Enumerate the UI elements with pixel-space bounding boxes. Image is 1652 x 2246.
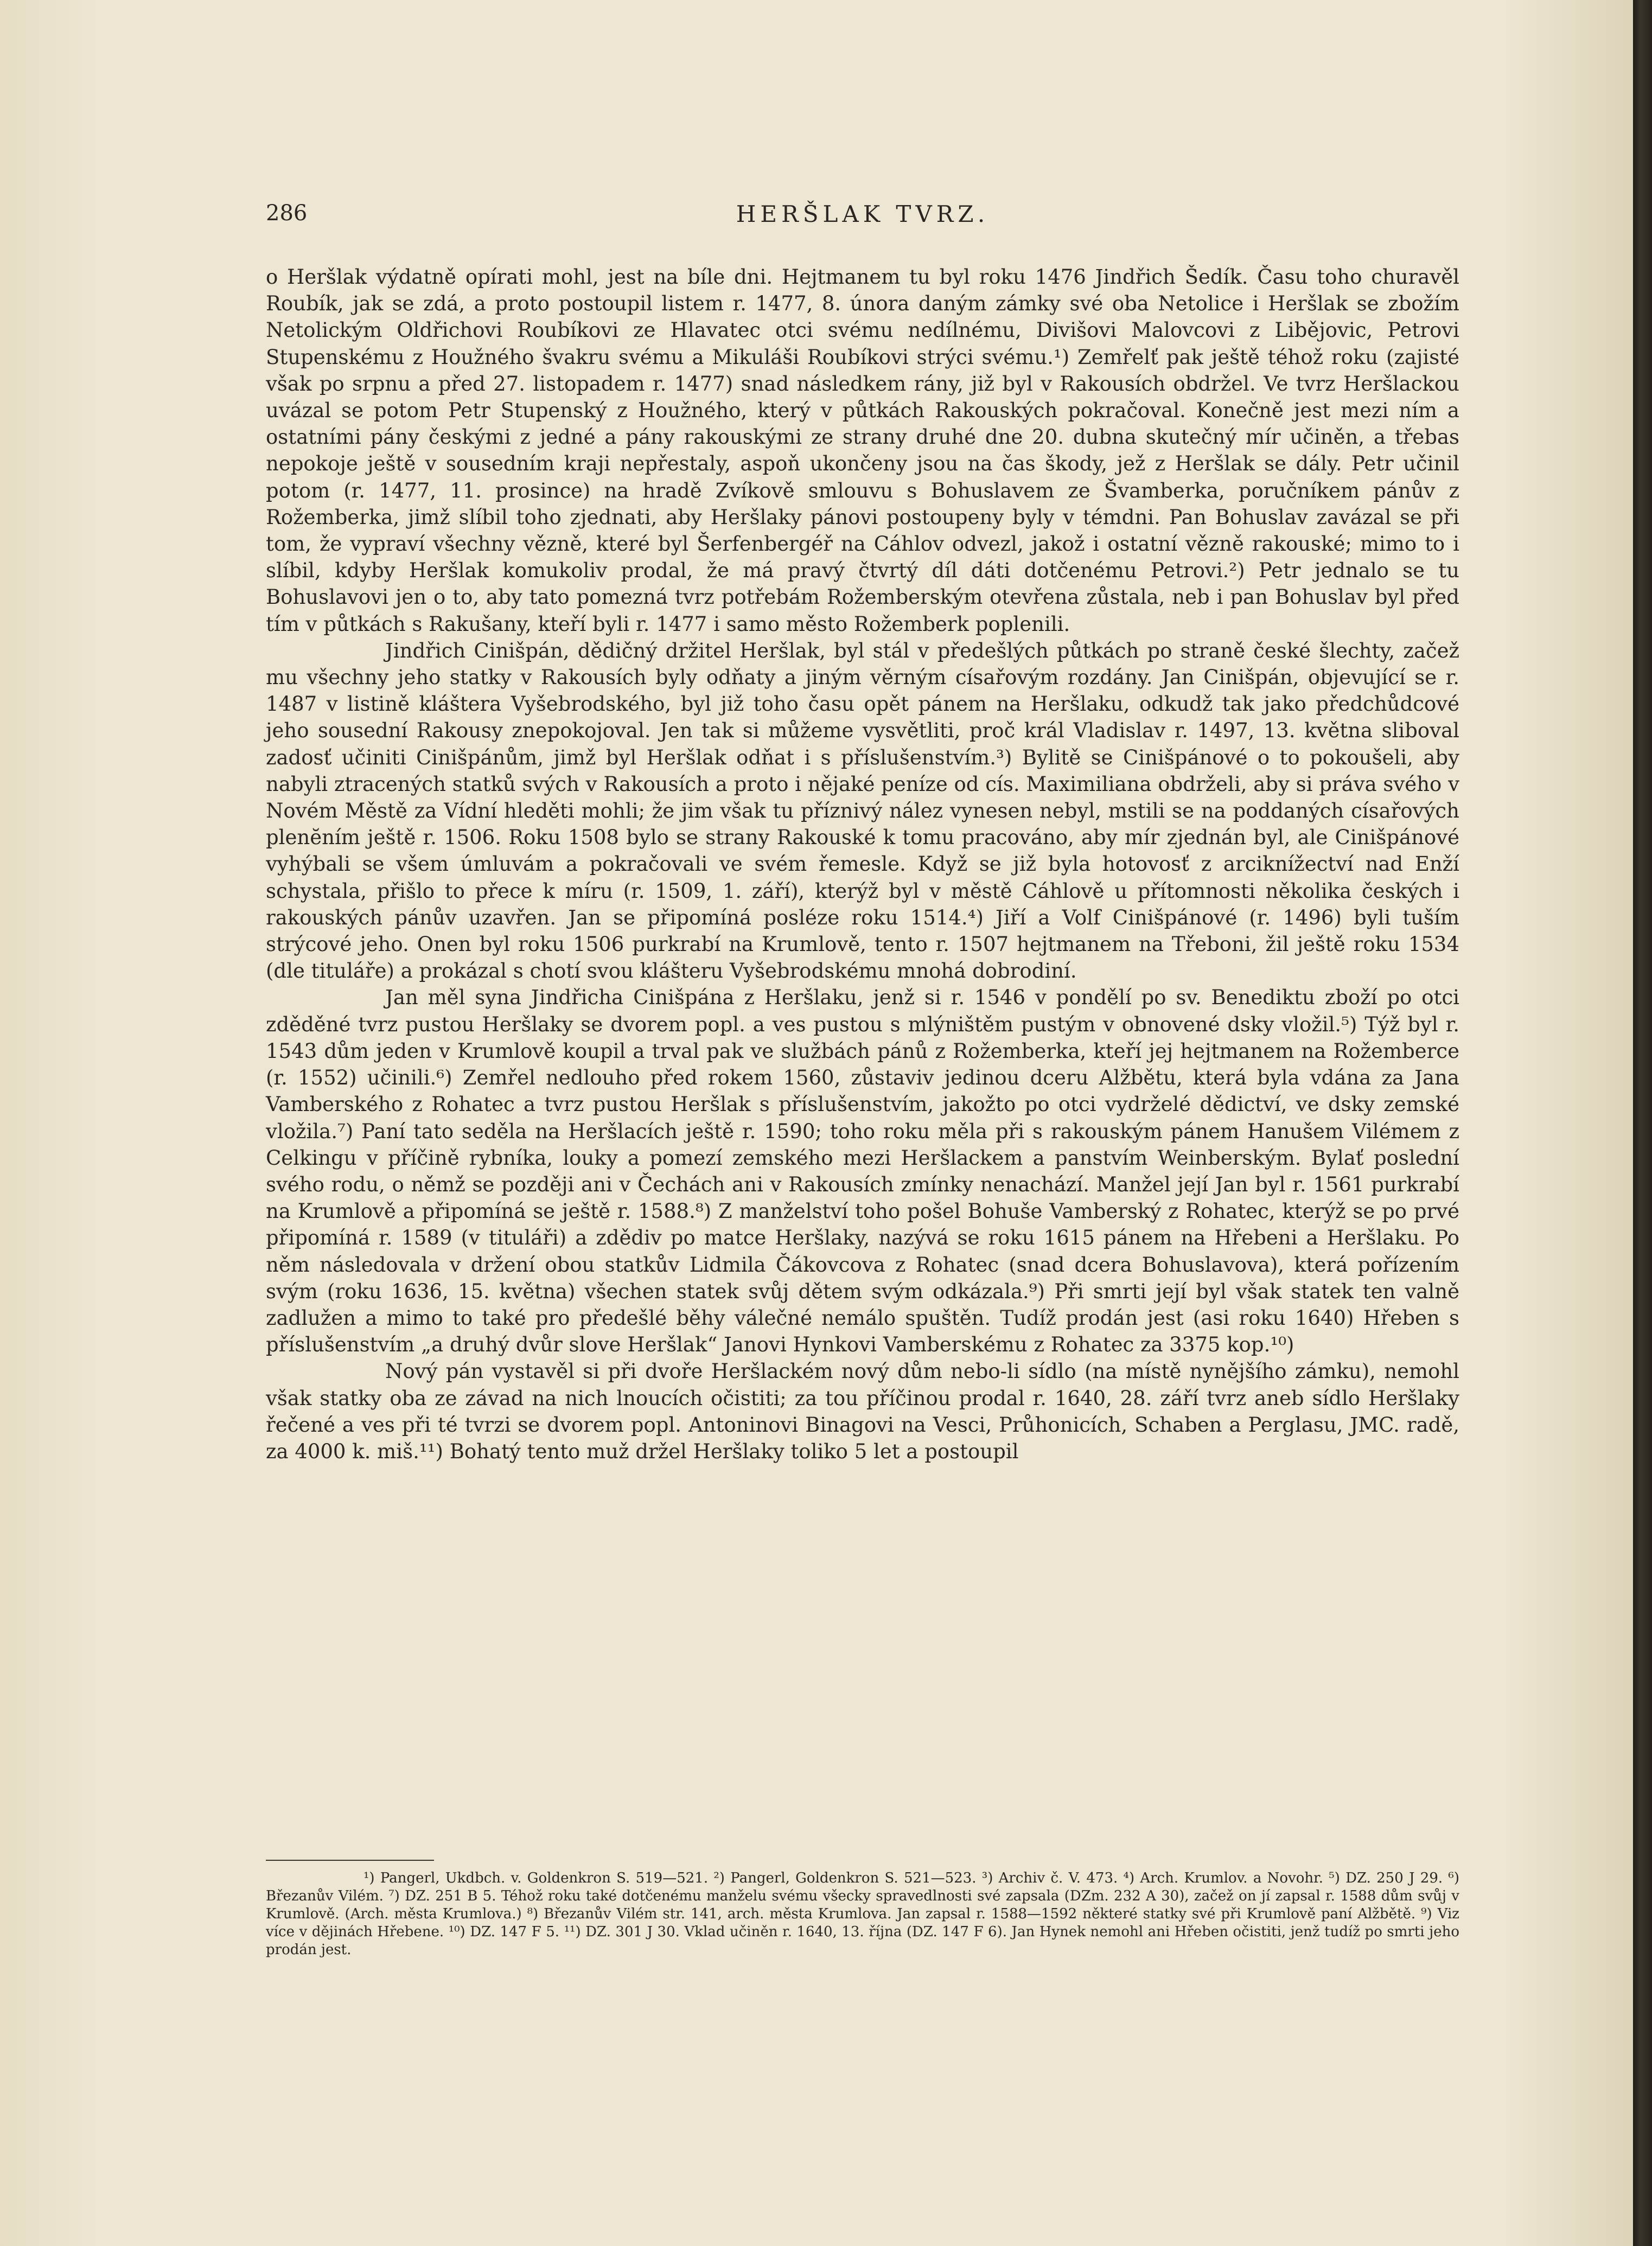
book-spine-edge: [1633, 0, 1652, 2246]
footnote-text: ¹) Pangerl, Ukdbch. v. Goldenkron S. 519—521. ²) Pangerl, Goldenkron S. 521—523. ³) Archiv č. V. 473. ⁴) Arch. Krumlov. a Novohr. ⁵) DZ. 250 J 29. ⁶) Březanův Vilém. ⁷) DZ. 251 B 5. Téhož roku také dotčenému manželu svému všecky spravedlnosti své zapsala (DZm. 232 A 30), začež on jí zapsal r. 1588 dům svůj v Krumlově. (Arch. města Krumlova.) ⁸) Březanův Vilém str. 141, arch. města Krumlova. Jan zapsal r. 1588—1592 některé statky své při Krumlově paní Alžbětě. ⁹) Viz více v dějinách Hřebene. ¹⁰) DZ. 147 F 5. ¹¹) DZ. 301 J 30. Vklad učiněn r. 1640, 13. října (DZ. 147 F 6). Jan Hynek nemohl ani Hřeben očistiti, jenž tudíž po smrti jeho prodán jest.: [266, 1870, 1459, 1958]
page-header: [266, 201, 1459, 239]
footnote-divider: [266, 1860, 434, 1861]
paragraph: o Heršlak výdatně opírati mohl, jest na bíle dni. Hejtmanem tu byl roku 1476 Jindřich Šedík. Času toho churavěl Roubík, jak se zdá, a proto postoupil listem r. 1477, 8. února daným zámky své oba Netolice i Heršlak se zbožím Netolickým Oldřichovi Roubíkovi ze Hlavatec otci svému nedílnému, Divišovi Malovcovi z Libějovic, Petrovi Stupenskému z Houžného švakru svému a Mikuláši Roubíkovi strýci svému.¹) Zemřelť pak ještě téhož roku (zajisté však po srpnu a před 27. listopadem r. 1477) snad následkem rány, již byl v Rakousích obdržel. Ve tvrz Heršlackou uvázal se potom Petr Stupenský z Houžného, který v půtkách Rakouských pokračoval. Konečně jest mezi ním a ostatními pány českými z jedné a pány rakouskými ze strany druhé dne 20. dubna skutečný mír učiněn, a třebas nepokoje ještě v sousedním kraji nepřestaly, aspoň ukončeny jsou na čas škody, jež z Heršlak se dály. Petr učinil potom (r. 1477, 11. prosince) na hradě Zvíkově smlouvu s Bohuslavem ze Švamberka, poručníkem pánův z Rožemberka, jimž slíbil toho zjednati, aby Heršlaky pánovi postoupeny byly v témdni. Pan Bohuslav zavázal se při tom, že vypraví všechny vězně, které byl Šerfenbergéř na Cáhlov odvezl, jakož i ostatní vězně rakouské; mimo to i slíbil, kdyby Heršlak komukoliv prodal, že má pravý čtvrtý díl dáti dotčenému Petrovi.²) Petr jednalo se tu Bohuslavovi jen o to, aby tato pomezná tvrz potřebám Rožemberským otevřena zůstala, neb i pan Bohuslav byl před tím v půtkách s Rakušany, kteří byli r. 1477 i samo město Rožemberk poplenili.: [266, 265, 1459, 636]
paragraph: Jan měl syna Jindřicha Cinišpána z Heršlaku, jenž si r. 1546 v pondělí po sv. Benediktu zboží po otci zděděné tvrz pustou Heršlaky se dvorem popl. a ves pustou s mlýništěm pustým v obnovené dsky vložil.⁵) Týž byl r. 1543 dům jeden v Krumlově koupil a trval pak ve službách pánů z Rožemberka, kteří jej hejtmanem na Rožemberce (r. 1552) učinili.⁶) Zemřel nedlouho před rokem 1560, zůstaviv jedinou dceru Alžbětu, která byla vdána za Jana Vamberského z Rohatec a tvrz pustou Heršlak s příslušenstvím, jakožto po otci vydrželé dědictví, ve dsky zemské vložila.⁷) Paní tato seděla na Heršlacích ještě r. 1590; toho roku měla při s rakouským pánem Hanušem Vilémem z Celkingu v příčině rybníka, louky a pomezí zemského mezi Heršlackem a panstvím Weinberským. Bylať poslední svého rodu, o němž se později ani v Čechách ani v Rakousích zmínky nenachází. Manžel její Jan byl r. 1561 purkrabí na Krumlově a připomíná se ještě r. 1588.⁸) Z manželství toho pošel Bohuše Vamberský z Rohatec, kterýž se po prvé připomíná r. 1589 (v tituláři) a zdědiv po matce Heršlaky, nazývá se roku 1615 pánem na Hřebeni a Heršlaku. Po něm následovala v držení obou statkův Lidmila Čákovcova z Rohatec (snad dcera Bohuslavova), která pořízením svým (roku 1636, 15. května) všechen statek svůj dětem svým odkázala.⁹) Při smrti její byl však statek ten valně zadlužen a mimo to také pro předešlé běhy válečné nemálo spuštěn. Tudíž prodán jest (asi roku 1640) Hřeben s příslušenstvím „a druhý dvůr slove Heršlak“ Janovi Hynkovi Vamberskému z Rohatec za 3375 kop.¹⁰): [266, 986, 1459, 1357]
paragraph: Jindřich Cinišpán, dědičný držitel Heršlak, byl stál v předešlých půtkách po straně české šlechty, začež mu všechny jeho statky v Rakousích byly odňaty a jiným věrným císařovým rozdány. Jan Cinišpán, objevující se r. 1487 v listině kláštera Vyšebrodského, byl již toho času opět pánem na Heršlaku, odkudž tak jako předchůdcové jeho sousední Rakousy znepokojoval. Jen tak si můžeme vysvětliti, proč král Vladislav r. 1497, 13. května sliboval zadosť učiniti Cinišpánům, jimž byl Heršlak odňat i s příslušenstvím.³) Bylitě se Cinišpánové o to pokoušeli, aby nabyli ztracených statků svých v Rakousích a proto i nějaké peníze od cís. Maximiliana obdrželi, aby si práva svého v Novém Městě za Vídní hleděti mohli; že jim však tu příznivý nález vynesen nebyl, mstili se na poddaných císařových plenĕním ještě r. 1506. Roku 1508 bylo se strany Rakouské k tomu pracováno, aby mír zjednán byl, ale Cinišpánové vyhýbali se všem úmluvám a pokračovali ve svém řemesle. Když se již byla hotovosť z arciknížectví nad Enží schystala, přišlo to přece k míru (r. 1509, 1. září), kterýž byl v městě Cáhlově u přítomnosti několika českých i rakouských pánův uzavřen. Jan se připomíná posléze roku 1514.⁴) Jiří a Volf Cinišpánové (r. 1496) byli tuším strýcové jeho. Onen byl roku 1506 purkrabí na Krumlově, tento r. 1507 hejtmanem na Třeboni, žil ještě roku 1534 (dle tituláře) a prokázal s chotí svou klášteru Vyšebrodskému mnohá dobrodiní.: [266, 639, 1459, 983]
page-number: 286: [266, 201, 308, 226]
footnotes: [266, 1869, 1459, 1959]
paragraph: Nový pán vystavěl si při dvoře Heršlackém nový dům nebo-li sídlo (na místě nynějšího zámku), nemohl však statky oba ze závad na nich lnoucích očistiti; za tou příčinou prodal r. 1640, 28. září tvrz aneb sídlo Heršlaky řečené a ves při té tvrzi se dvorem popl. Antoninovi Binagovi na Vesci, Průhonicích, Schaben a Perglasu, JMC. radě, za 4000 k. miš.¹¹) Bohatý tento muž držel Heršlaky toliko 5 let a postoupil: [266, 1360, 1459, 1463]
body-text: [266, 264, 1459, 1465]
running-title: HERŠLAK TVRZ.: [736, 201, 990, 227]
